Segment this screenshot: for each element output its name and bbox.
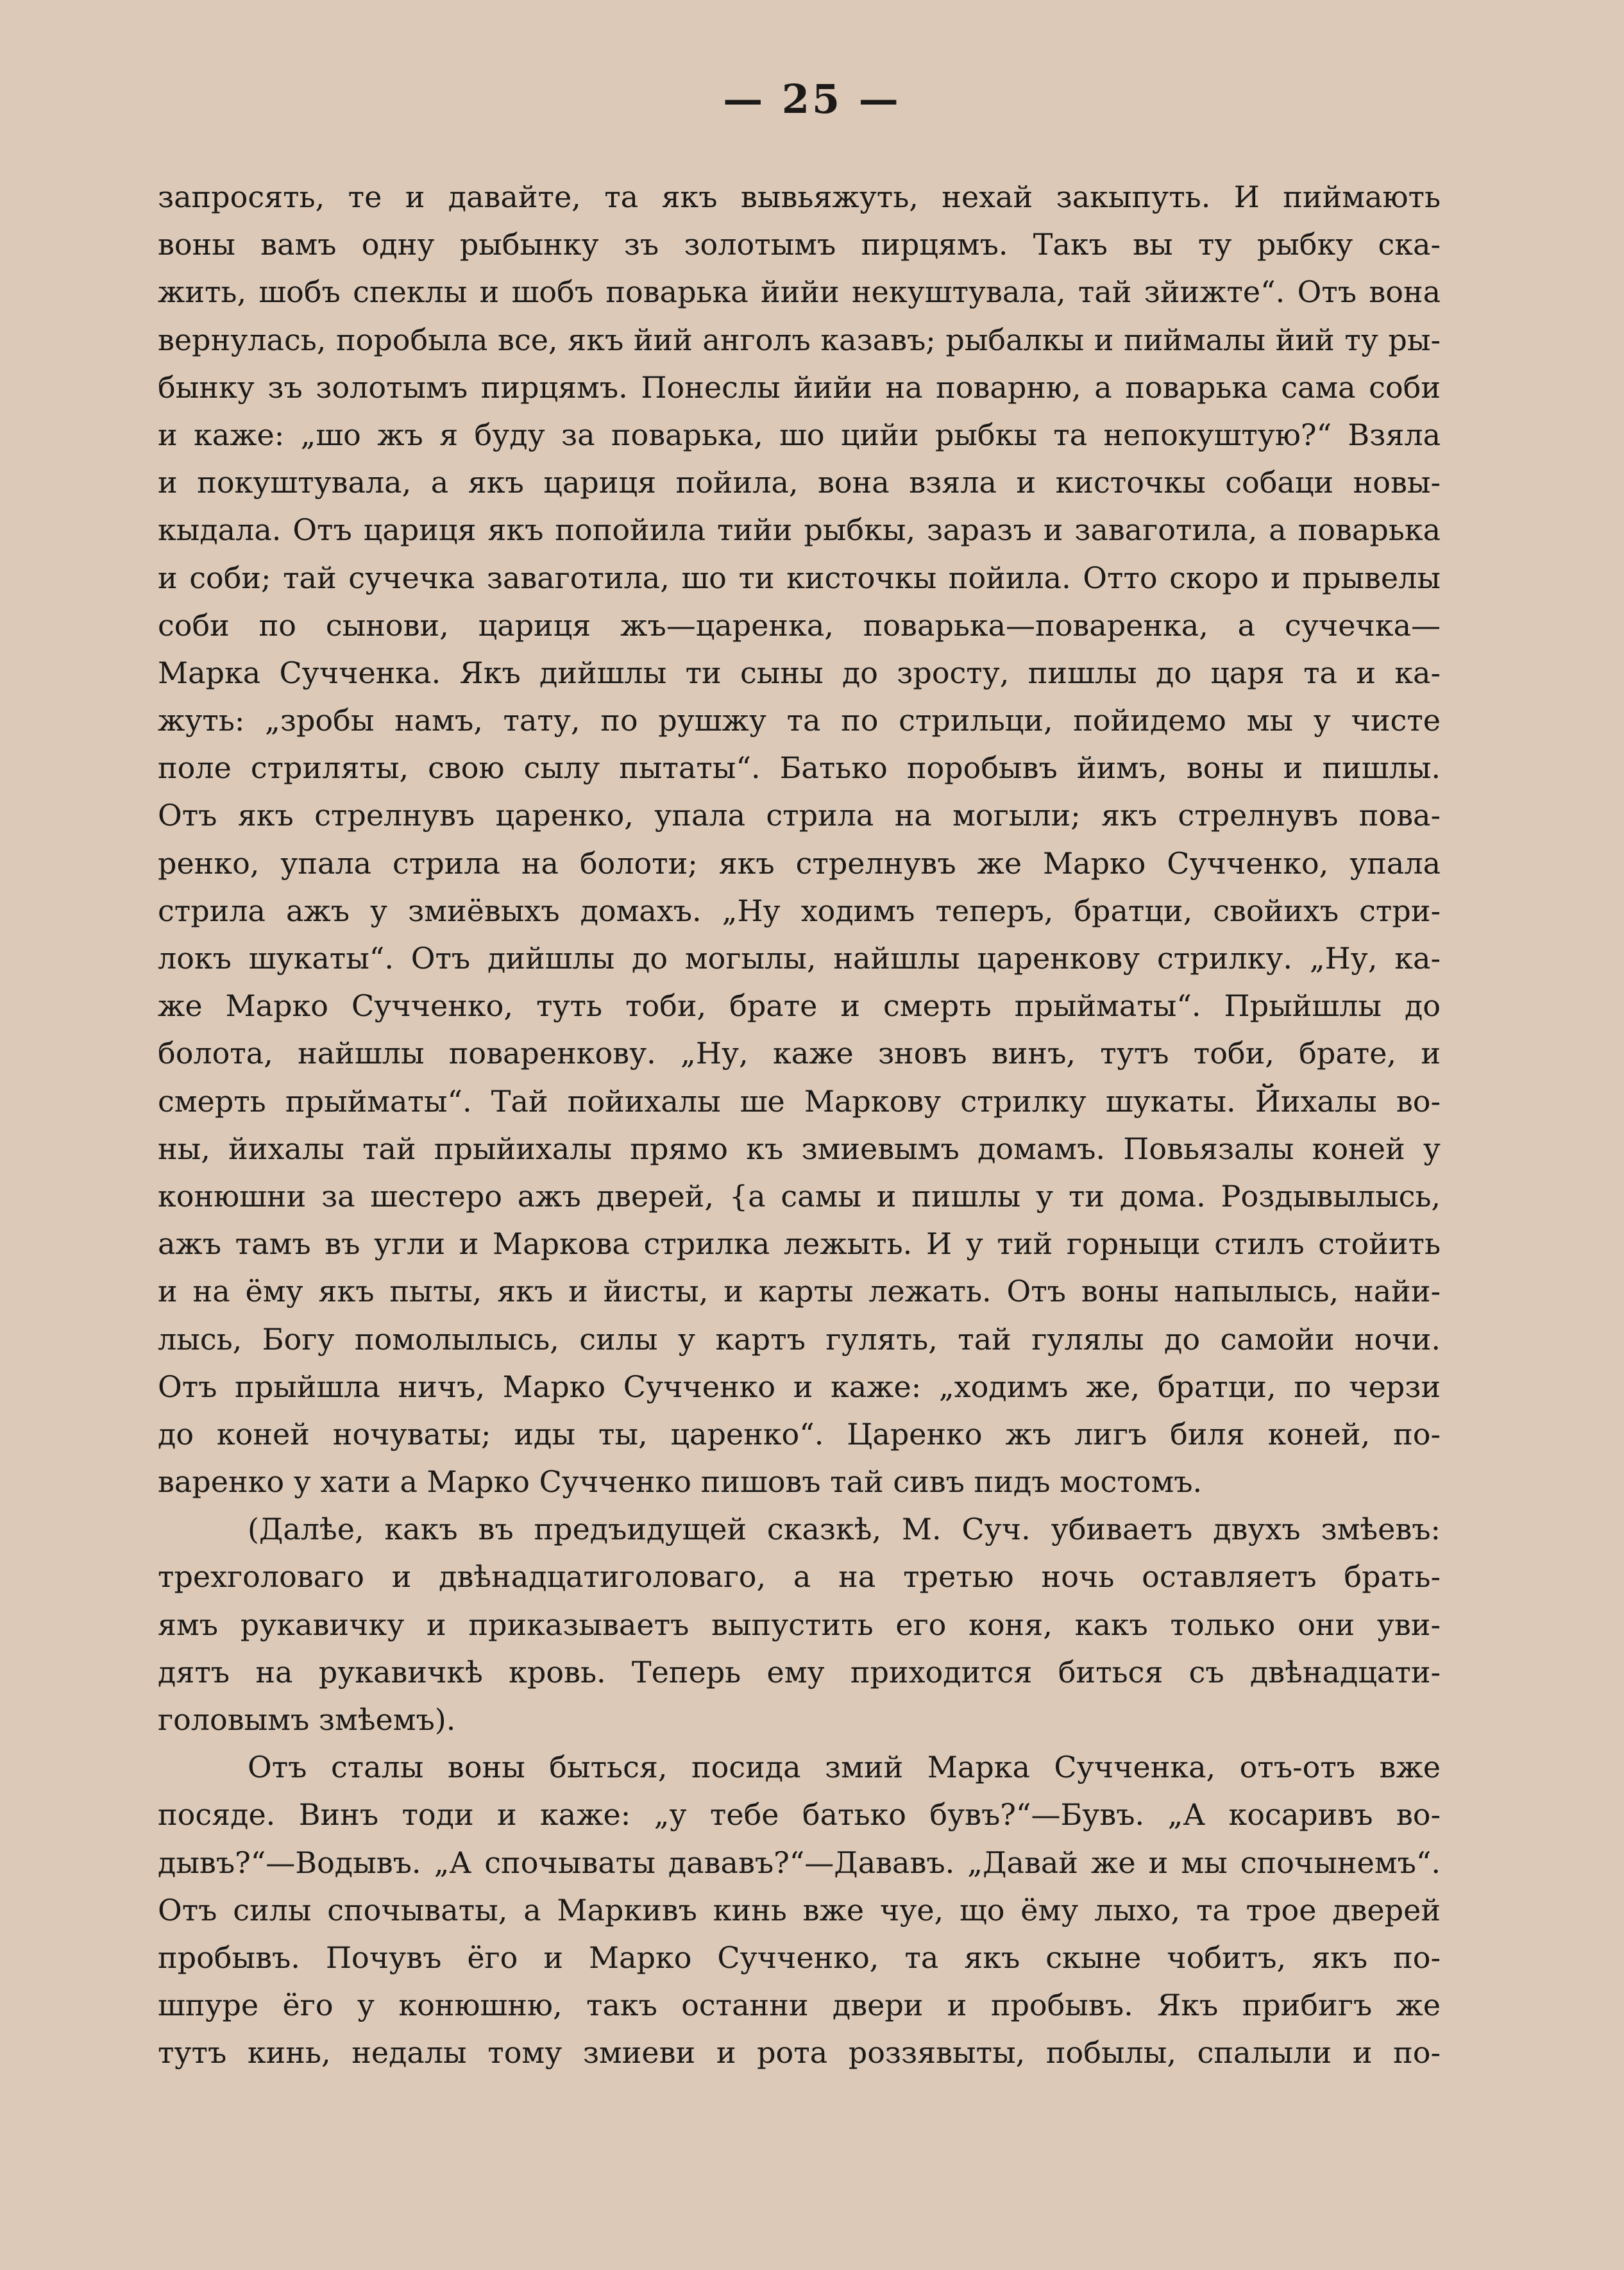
text-line: трехголоваго и двѣнадцатиголоваго, а на третью ночь оставляетъ брать-: [158, 1559, 1441, 1595]
text-line: и каже: „шо жъ я буду за поварька, шо цийи рыбкы та непокуштую?“ Взяла: [158, 417, 1441, 452]
text-line: воны вамъ одну рыбынку зъ золотымъ пирцямъ. Такъ вы ту рыбку ска-: [158, 227, 1441, 262]
page-number: — 25 —: [723, 76, 901, 123]
text-line: жить, шобъ спеклы и шобъ поварька йийи некуштувала, тай зйижте“. Отъ вона: [158, 275, 1441, 310]
text-line: смерть прыйматы“. Тай пойихалы ше Маркову стрилку шукаты. Йихалы во-: [158, 1083, 1441, 1119]
text-line: конюшни за шестеро ажъ дверей, {а самы и пишлы у ти дома. Роздывылысь,: [158, 1178, 1441, 1214]
text-line: ажъ тамъ въ угли и Маркова стрилка лежыть. И у тий горныци стилъ стойить: [158, 1226, 1441, 1262]
text-line: и покуштувала, а якъ цариця пойила, вона взяла и кисточкы собаци новы-: [158, 465, 1441, 500]
page-text: [158, 173, 1441, 2077]
text-line: дывъ?“—Водывъ. „А спочываты дававъ?“—Дававъ. „Давай же и мы спочынемъ“.: [158, 1845, 1441, 1880]
text-line: бынку зъ золотымъ пирцямъ. Понеслы йийи на поварню, а поварька сама соби: [158, 369, 1441, 405]
text-line: болота, найшлы поваренкову. „Ну, каже зновъ винъ, тутъ тоби, брате, и: [158, 1036, 1441, 1071]
text-line: Отъ сталы воны быться, посида змий Марка Сучченка, отъ-отъ вже: [248, 1750, 1441, 1785]
text-line: соби по сынови, цариця жъ—царенка, поварька—поваренка, а сучечка—: [158, 607, 1441, 643]
text-line: же Марко Сучченко, туть тоби, брате и смерть прыйматы“. Прыйшлы до: [158, 988, 1441, 1024]
text-line: ямъ рукавичку и приказываетъ выпустить его коня, какъ только они уви-: [158, 1607, 1441, 1642]
text-line: поле стриляты, свою сылу пытаты“. Батько поробывъ йимъ, воны и пишлы.: [158, 750, 1441, 786]
text-line: ны, йихалы тай прыйихалы прямо къ змиевымъ домамъ. Повьязалы коней у: [158, 1131, 1441, 1166]
text-line: вернулась, поробыла все, якъ йий анголъ казавъ; рыбалкы и пиймалы йий ту ры-: [158, 322, 1441, 357]
text-line: тутъ кинь, недалы тому змиеви и рота роззявыты, побылы, спалыли и по-: [158, 2035, 1441, 2071]
text-line: Марка Сучченка. Якъ дийшлы ти сыны до зросту, пишлы до царя та и ка-: [158, 655, 1441, 690]
text-line: варенко у хати а Марко Сучченко пишовъ тай сивъ пидъ мостомъ.: [158, 1464, 1203, 1500]
text-line: до коней ночуваты; иды ты, царенко“. Царенко жъ лигъ биля коней, по-: [158, 1416, 1441, 1452]
text-line: лысь, Богу помолылысь, силы у картъ гулять, тай гулялы до самойи ночи.: [158, 1321, 1441, 1357]
text-line: Отъ прыйшла ничъ, Марко Сучченко и каже: „ходимъ же, братци, по черзи: [158, 1369, 1441, 1404]
text-line: запросять, те и давайте, та якъ вывьяжуть, нехай закыпуть. И пиймають: [158, 180, 1441, 214]
text-line: Отъ якъ стрелнувъ царенко, упала стрила на могыли; якъ стрелнувъ пова-: [158, 798, 1441, 833]
text-line: локъ шукаты“. Отъ дийшлы до могылы, найшлы царенкову стрилку. „Ну, ка-: [158, 941, 1441, 976]
text-line: Отъ силы спочываты, а Маркивъ кинь вже чуе, що ёму лыхо, та трое дверей: [158, 1892, 1441, 1927]
text-line: кыдала. Отъ цариця якъ попойила тийи рыбкы, заразъ и заваготила, а поварька: [158, 512, 1441, 548]
text-line: и соби; тай сучечка заваготила, шо ти кисточкы пойила. Отто скоро и прывелы: [158, 560, 1441, 595]
text-line: пробывъ. Почувъ ёго и Марко Сучченко, та якъ скыне чобитъ, якъ по-: [158, 1940, 1441, 1975]
text-line: ренко, упала стрила на болоти; якъ стрелнувъ же Марко Сучченко, упала: [158, 845, 1441, 881]
text-line: дятъ на рукавичкѣ кровь. Теперь ему приходится биться съ двѣнадцати-: [158, 1654, 1441, 1690]
text-line: (Далѣе, какъ въ предъидущей сказкѣ, М. Суч. убиваетъ двухъ змѣевъ:: [248, 1512, 1441, 1547]
text-line: жуть: „зробы намъ, тату, по рушжу та по стрильци, пойидемо мы у чисте: [158, 703, 1441, 738]
text-line: стрила ажъ у змиёвыхъ домахъ. „Ну ходимъ теперъ, братци, свойихъ стри-: [158, 893, 1441, 928]
text-line: и на ёму якъ пыты, якъ и йисты, и карты лежать. Отъ воны напылысь, найи-: [158, 1274, 1441, 1309]
text-line: посяде. Винъ тоди и каже: „у тебе батько бувъ?“—Бувъ. „А косаривъ во-: [158, 1797, 1441, 1833]
text-line: шпуре ёго у конюшню, такъ останни двери и пробывъ. Якъ прибигъ же: [158, 1988, 1441, 2023]
text-line: головымъ змѣемъ).: [158, 1702, 456, 1737]
